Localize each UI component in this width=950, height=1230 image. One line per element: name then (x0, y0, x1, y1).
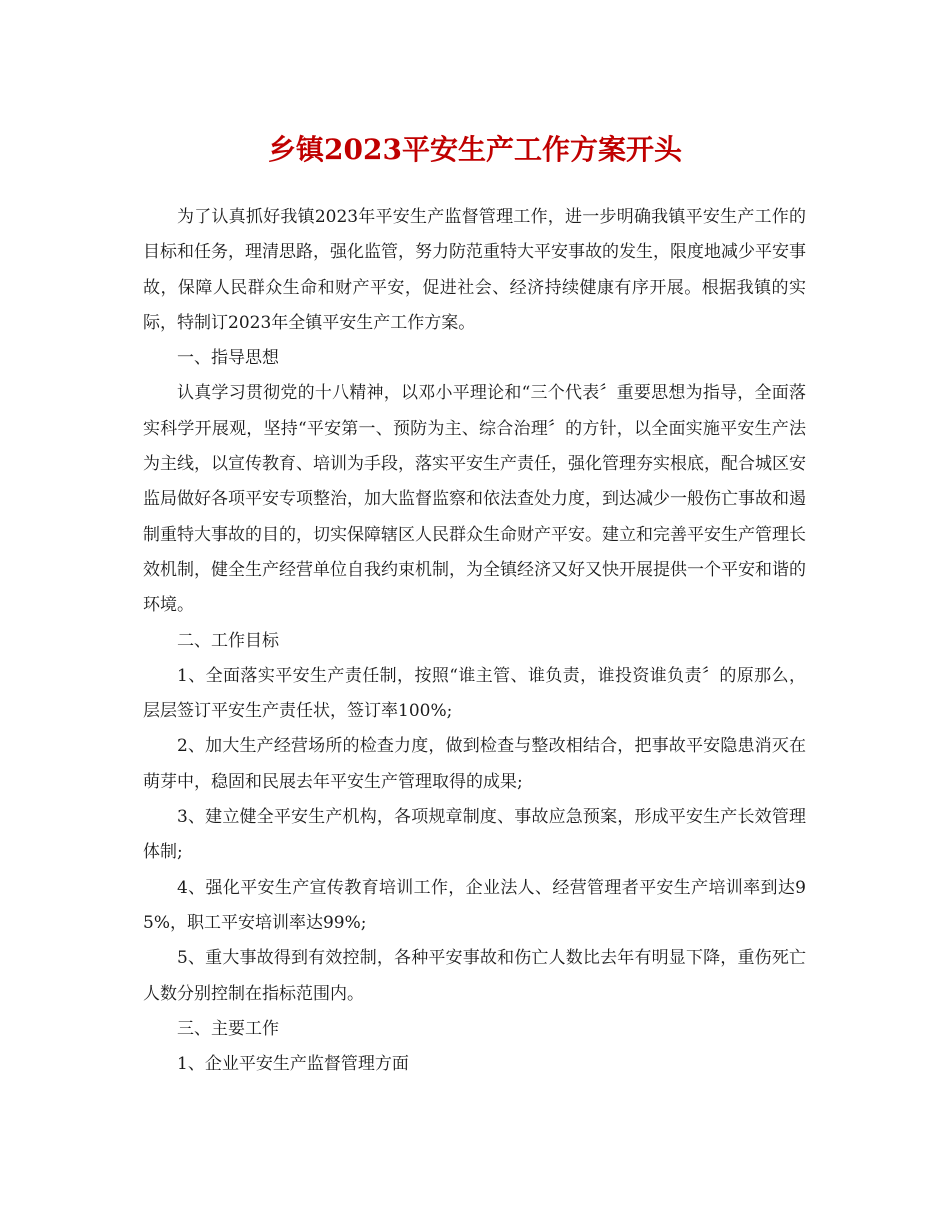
main-work-item-1: 1、企业平安生产监督管理方面 (177, 1054, 409, 1075)
goal-item-2: 2、加大生产经营场所的检查力度，做到检查与整改相结合，把事故平安隐患消灭在萌芽中，稳固和民展去年平安生产管理取得的成果; (143, 736, 806, 792)
goal-item-1: 1、全面落实平安生产责任制，按照“谁主管、谁负责，谁投资谁负责〞的原那么，层层签订平安生产责任状，签订率100%; (143, 665, 806, 722)
document-body (143, 200, 806, 1082)
section-heading-guiding-thought: 一、指导思想 (177, 348, 279, 369)
document-title: 乡镇2023平安生产工作方案开头 (268, 133, 682, 166)
intro-paragraph: 为了认真抓好我镇2023年平安生产监督管理工作，进一步明确我镇平安生产工作的目标和任务，理清思路，强化监管，努力防范重特大平安事故的发生，限度地减少平安事故，保障人民群众生命和财产平安，促进社会、经济持续健康有序开展。根据我镇的实际，特制订2023年全镇平安生产工作方案。 (143, 207, 806, 333)
goal-item-5: 5、重大事故得到有效控制，各种平安事故和伤亡人数比去年有明显下降，重伤死亡人数分别控制在指标范围内。 (143, 948, 806, 1004)
guiding-thought-paragraph: 认真学习贯彻党的十八精神，以邓小平理论和“三个代表〞重要思想为指导，全面落实科学开展观，坚持“平安第一、预防为主、综合治理〞的方针，以全面实施平安生产法为主线，以宣传教育、培训为手段，落实平安生产责任，强化管理夯实根底，配合城区安监局做好各项平安专项整治，加大监督监察和依法查处力度，到达减少一般伤亡事故和遏制重特大事故的目的，切实保障辖区人民群众生命财产平安。建立和完善平安生产管理长效机制，健全生产经营单位自我约束机制，为全镇经济又好又快开展提供一个平安和谐的环境。 (143, 383, 806, 616)
goal-item-4: 4、强化平安生产宣传教育培训工作，企业法人、经营管理者平安生产培训率到达95%，职工平安培训率达99%; (143, 877, 806, 933)
section-heading-work-goals: 二、工作目标 (177, 630, 279, 651)
section-heading-main-work: 三、主要工作 (177, 1018, 279, 1039)
goal-item-3: 3、建立健全平安生产机构，各项规章制度、事故应急预案，形成平安生产长效管理体制; (143, 807, 806, 863)
